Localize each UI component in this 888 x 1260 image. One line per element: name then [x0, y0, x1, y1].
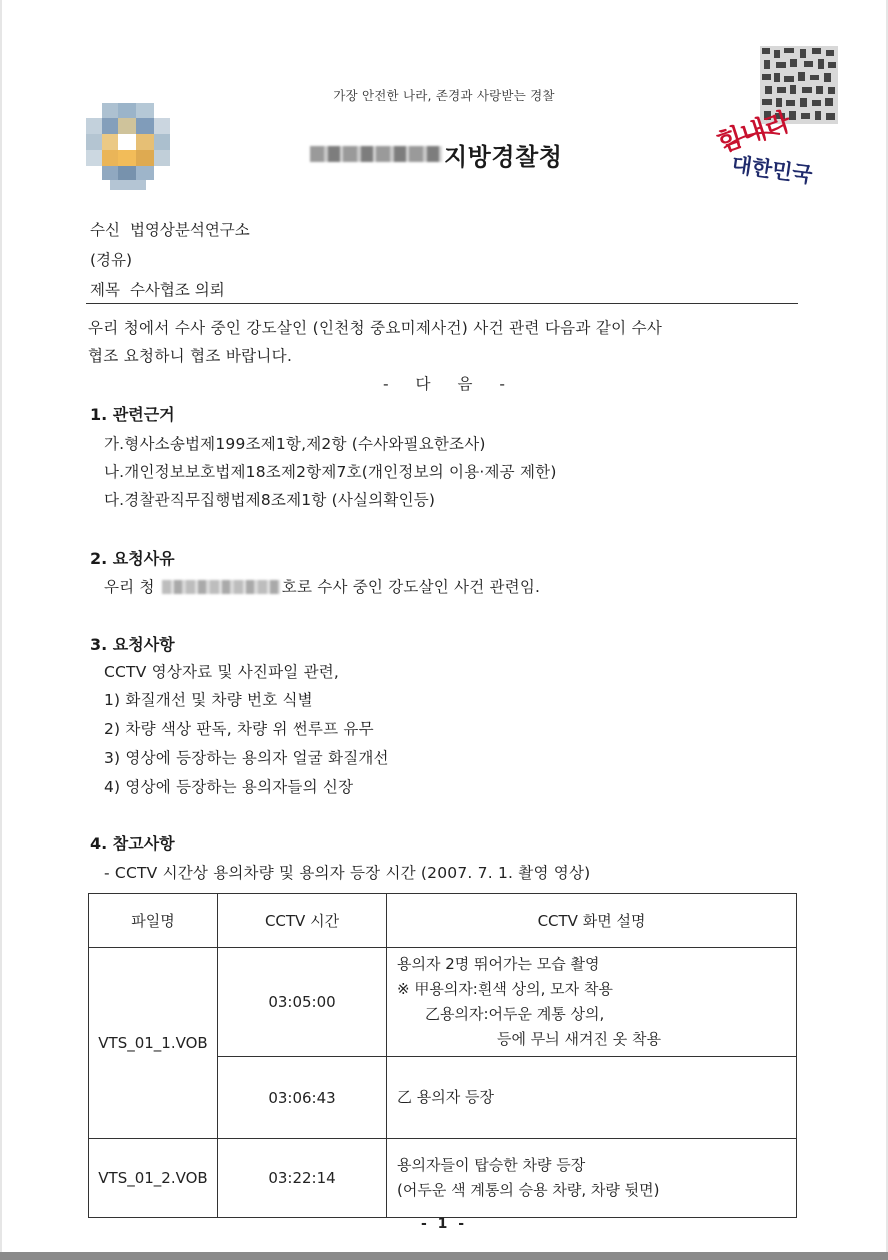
description-line: (어두운 색 계통의 승용 차량, 차량 뒷면): [397, 1181, 660, 1199]
section-3-title: 3. 요청사항: [90, 635, 175, 654]
request-intro: CCTV 영상자료 및 사진파일 관련,: [104, 663, 340, 681]
subject-value: 수사협조 의뢰: [129, 281, 225, 299]
intro-paragraph: [88, 314, 803, 370]
column-header-description: CCTV 화면 설명: [387, 894, 797, 948]
time-cell: 03:06:43: [218, 1057, 387, 1139]
reference-note: - CCTV 시간상 용의차량 및 용의자 등장 시간 (2007. 7. 1. 촬영 영상): [104, 864, 591, 882]
subject-line: [90, 278, 225, 300]
request-item: 3) 영상에 등장하는 용의자 얼굴 화질개선: [104, 749, 389, 767]
page-bottom-edge: [0, 1252, 888, 1260]
header-divider: [86, 303, 798, 304]
reason-suffix: 호로 수사 중인 강도살인 사건 관련임.: [281, 578, 541, 596]
description-line: 등에 무늬 새겨진 옷 착용: [497, 1030, 661, 1048]
table-row: [89, 948, 797, 1057]
description-line: 용의자들이 탑승한 차량 등장: [397, 1156, 586, 1174]
filename-cell: VTS_01_1.VOB: [89, 948, 218, 1139]
intro-line-1: 우리 청에서 수사 중인 강도살인 (인천청 중요미제사건) 사건 관련 다음과 같이 수사: [88, 319, 663, 337]
column-header-cctv-time: CCTV 시간: [218, 894, 387, 948]
column-header-filename: 파일명: [89, 894, 218, 948]
description-cell: 乙 용의자 등장: [387, 1057, 797, 1139]
description-line: 乙용의자:어두운 계통 상의,: [425, 1005, 605, 1023]
description-cell: [387, 1139, 797, 1218]
time-cell: 03:22:14: [218, 1139, 387, 1218]
description-cell: [387, 948, 797, 1057]
reason-line: [104, 575, 540, 597]
slogan: 가장 안전한 나라, 존경과 사랑받는 경찰: [333, 88, 555, 103]
calligraphy-logo: [710, 98, 820, 198]
svg-text:대한민국: 대한민국: [730, 152, 814, 188]
filename-cell: VTS_01_2.VOB: [89, 1139, 218, 1218]
basis-item: 가.형사소송법제199조제1항,제2항 (수사와필요한조사): [104, 435, 486, 453]
redacted-case-number: [162, 580, 280, 594]
following-marker: - 다 음 -: [383, 375, 505, 393]
table-row: [89, 1139, 797, 1218]
page-number: - 1 -: [420, 1216, 468, 1232]
section-2-title: 2. 요청사유: [90, 549, 175, 568]
intro-line-2: 협조 요청하니 협조 바랍니다.: [88, 347, 293, 365]
basis-item: 다.경찰관직무집행법제8조제1항 (사실의확인등): [104, 491, 436, 509]
section-4-title: 4. 참고사항: [90, 834, 175, 853]
redacted-region-name: [310, 146, 442, 162]
via-line: [90, 248, 132, 270]
request-item: 1) 화질개선 및 차량 번호 식별: [104, 691, 313, 709]
agency-title: [310, 138, 562, 170]
basis-item: 나.개인정보보호법제18조제2항제7호(개인정보의 이용·제공 제한): [104, 463, 557, 481]
section-1-title: 1. 관련근거: [90, 405, 175, 424]
description-line: ※ 甲용의자:흰색 상의, 모자 착용: [397, 980, 613, 998]
recipient-value: 법영상분석연구소: [129, 221, 250, 239]
cctv-table: [88, 893, 797, 1218]
description-line: 용의자 2명 뛰어가는 모습 촬영: [397, 955, 600, 973]
recipient-label: 수신: [90, 221, 120, 239]
svg-text:힘내라: 힘내라: [713, 106, 795, 159]
via-label: (경유): [90, 251, 133, 269]
agency-name: 지방경찰청: [444, 142, 563, 171]
police-emblem-icon: [80, 103, 178, 193]
recipient-line: [90, 218, 250, 240]
time-cell: 03:05:00: [218, 948, 387, 1057]
request-item: 2) 차량 색상 판독, 차량 위 썬루프 유무: [104, 720, 374, 738]
page-edge-left: [0, 0, 2, 1260]
subject-label: 제목: [90, 281, 120, 299]
table-header-row: [89, 894, 797, 948]
reason-prefix: 우리 청: [104, 578, 155, 596]
request-item: 4) 영상에 등장하는 용의자들의 신장: [104, 778, 354, 796]
